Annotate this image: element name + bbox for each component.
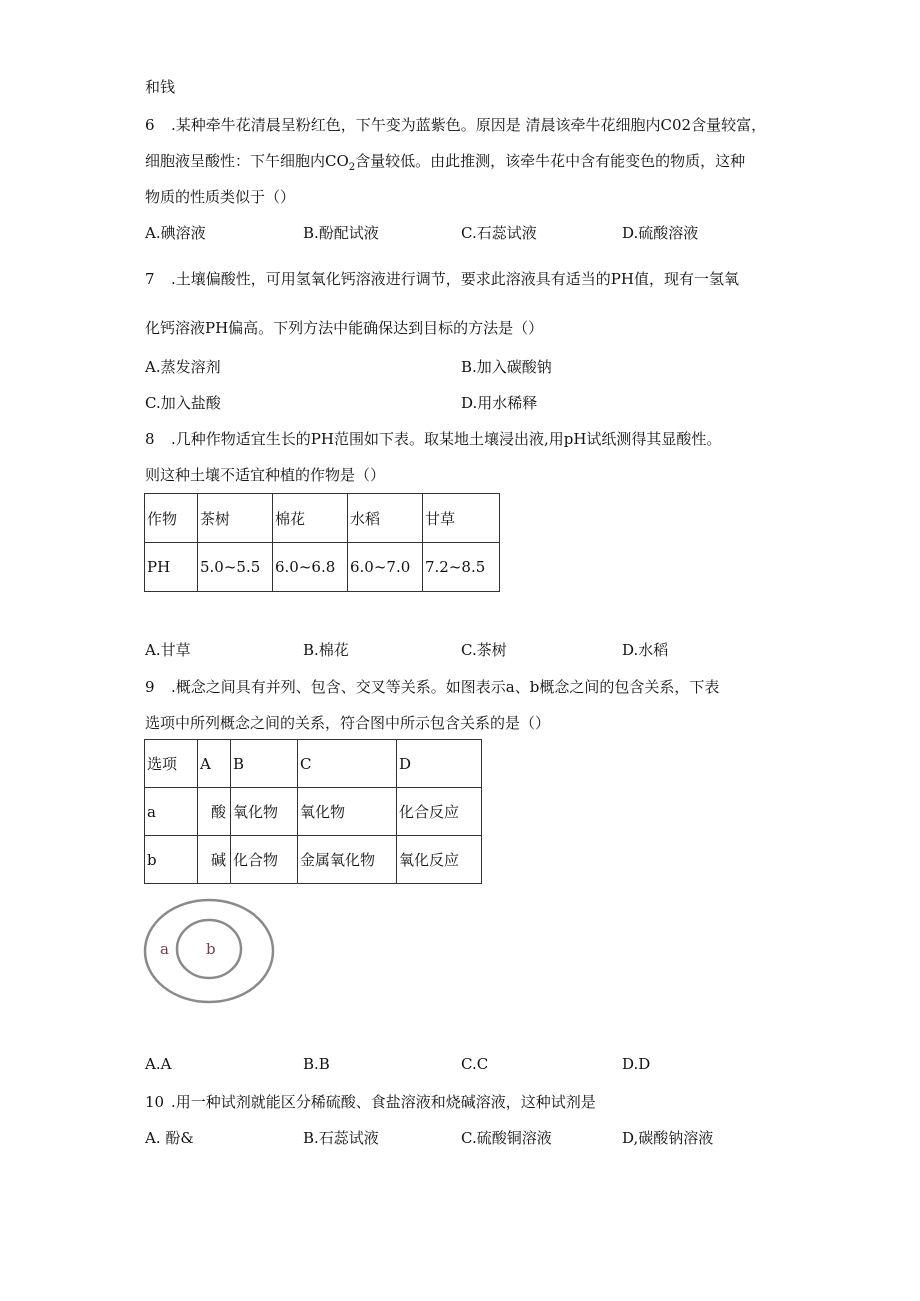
table-cell: 化合物 — [231, 836, 298, 884]
q8-text1: .几种作物适宜生长的PH范围如下表。取某地土壤浸出液,用pH试纸测得其显酸性。 — [171, 430, 722, 448]
q9-text1: .概念之间具有并列、包含、交叉等关系。如图表示a、b概念之间的包含关系，下表 — [171, 678, 720, 696]
table-cell: C — [298, 740, 397, 788]
q6-text2a: 细胞液呈酸性：下午细胞内CO — [145, 152, 349, 170]
q7-line2: 化钙溶液PH偏高。下列方法中能确保达到目标的方法是（） — [145, 319, 544, 337]
q6-line2 — [145, 150, 745, 173]
table-cell: PH — [145, 543, 198, 592]
table-cell: 金属氧化物 — [298, 836, 397, 884]
q8-option-d: D.水稻 — [622, 641, 669, 659]
table-cell: b — [145, 836, 198, 884]
q7-option-a: A.蒸发溶剂 — [145, 358, 221, 376]
q8-option-c: C.茶树 — [461, 641, 507, 659]
q7-option-b: B.加入碳酸钠 — [461, 358, 552, 376]
venn-diagram — [142, 897, 282, 1005]
q6-option-d: D.硫酸溶液 — [622, 224, 699, 242]
label-a: a — [160, 940, 169, 958]
q8-line2: 则这种土壤不适宜种植的作物是（） — [145, 466, 386, 484]
q10-option-c: C.硫酸铜溶液 — [461, 1129, 552, 1147]
table-cell: 碱 — [198, 836, 231, 884]
q6-text1: .某种牵牛花清晨呈粉红色，下午变为蓝紫色。原因是 清晨该牵牛花细胞内C02含量较富， — [171, 116, 767, 134]
table-cell: 茶树 — [198, 494, 273, 543]
q9-option-a: A.A — [145, 1055, 172, 1073]
table-cell: 甘草 — [423, 494, 500, 543]
q6-option-c: C.石蕊试液 — [461, 224, 537, 242]
table-cell: 作物 — [145, 494, 198, 543]
q6-line3: 物质的性质类似于（） — [145, 188, 296, 206]
q6-subscript: 2 — [348, 162, 356, 173]
table-row — [145, 543, 500, 592]
q6-text2b: 含量较低。由此推测，该牵牛花中含有能变色的物质，这种 — [355, 152, 746, 170]
top-fragment: 和钱 — [145, 78, 176, 96]
table-cell: D — [397, 740, 482, 788]
table-cell: 6.0~6.8 — [273, 543, 348, 592]
q7-option-c: C.加入盐酸 — [145, 394, 221, 412]
q7-number: 7 — [145, 270, 155, 288]
table-cell: 7.2~8.5 — [423, 543, 500, 592]
q10-option-d: D,碳酸钠溶液 — [622, 1129, 714, 1147]
table-cell: 化合反应 — [397, 788, 482, 836]
q7-line1 — [145, 268, 739, 289]
q10-text1: .用一种试剂就能区分稀硫酸、食盐溶液和烧碱溶液，这种试剂是 — [171, 1093, 596, 1111]
table-cell: 水稻 — [348, 494, 423, 543]
table-cell: 氧化物 — [231, 788, 298, 836]
table-cell: 氧化反应 — [397, 836, 482, 884]
table-cell: 5.0~5.5 — [198, 543, 273, 592]
q7-option-d: D.用水稀释 — [461, 394, 538, 412]
table-cell: 氧化物 — [298, 788, 397, 836]
table-row — [145, 788, 482, 836]
q6-option-a: A.碘溶液 — [145, 224, 206, 242]
q8-number: 8 — [145, 430, 155, 448]
table-cell: 酸 — [198, 788, 231, 836]
q8-option-a: A.甘草 — [145, 641, 191, 659]
q9-line2: 选项中所列概念之间的关系，符合图中所示包含关系的是（） — [145, 714, 551, 732]
q8-line1 — [145, 428, 721, 449]
q9-option-d: D.D — [622, 1055, 651, 1073]
q6-number: 6 — [145, 116, 155, 134]
q8-option-b: B.棉花 — [303, 641, 349, 659]
q6-line1 — [145, 114, 766, 135]
table-cell: a — [145, 788, 198, 836]
table-cell: B — [231, 740, 298, 788]
q9-option-c: C.C — [461, 1055, 489, 1073]
label-b: b — [206, 940, 216, 958]
q10-number: 10 — [145, 1093, 165, 1111]
q9-line1 — [145, 676, 719, 697]
q6-option-b: B.酚配试液 — [303, 224, 379, 242]
table-row — [145, 836, 482, 884]
table-cell: 6.0~7.0 — [348, 543, 423, 592]
q8-ph-table — [144, 493, 500, 592]
table-row — [145, 740, 482, 788]
q9-option-table — [144, 739, 482, 884]
q10-option-a: A. 酚& — [145, 1129, 194, 1147]
q9-number: 9 — [145, 678, 155, 696]
q9-option-b: B.B — [303, 1055, 330, 1073]
q10-line1 — [145, 1091, 596, 1112]
q7-text1: .土壤偏酸性，可用氢氧化钙溶液进行调节，要求此溶液具有适当的PH值，现有一氢氧 — [171, 270, 739, 288]
table-cell: A — [198, 740, 231, 788]
table-row — [145, 494, 500, 543]
table-cell: 选项 — [145, 740, 198, 788]
table-cell: 棉花 — [273, 494, 348, 543]
q10-option-b: B.石蕊试液 — [303, 1129, 379, 1147]
